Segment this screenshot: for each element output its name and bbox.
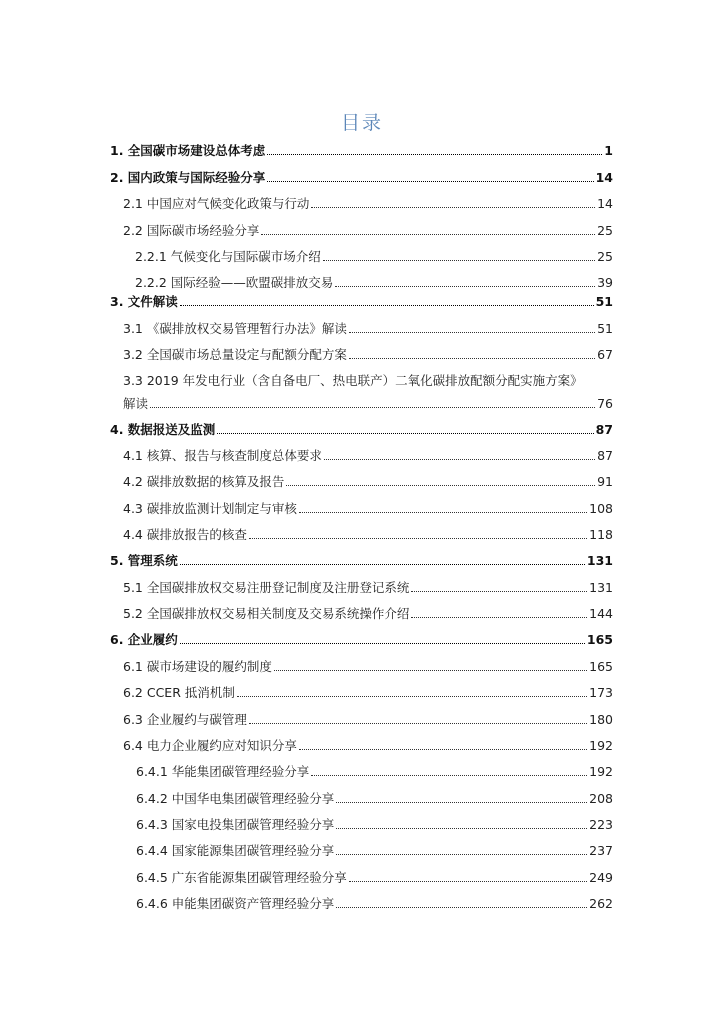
dot-leader [349,357,595,359]
toc-entry-page: 131 [586,553,613,568]
toc-entry-label-line1: 3.3 2019 年发电行业（含自备电厂、热电联产）二氧化碳排放配额分配实施方案》 [123,373,583,388]
toc-entry-label: 3. 文件解读 [110,294,178,309]
toc-entry-label: 解读 [123,396,149,411]
dot-leader [323,259,595,261]
toc-entry-page: 91 [597,474,613,489]
toc-entry-label: 2.2.2 国际经验——欧盟碳排放交易 [135,275,334,290]
dot-leader [150,406,595,408]
dot-leader [180,304,594,306]
toc-entry-page: 223 [589,817,613,832]
toc-entry-label: 3.1 《碳排放权交易管理暂行办法》解读 [123,321,347,336]
dot-leader [324,458,595,460]
toc-entry-page: 51 [597,321,613,336]
dot-leader [217,432,593,434]
toc-entry-label: 6.4.2 中国华电集团碳管理经验分享 [136,791,335,806]
toc-entry-page: 192 [589,738,613,753]
toc-entry-label: 2.2.1 气候变化与国际碳市场介绍 [135,249,321,264]
toc-entry-page: 118 [589,527,613,542]
toc-entry-label: 4.4 碳排放报告的核查 [123,527,247,542]
toc-entry-page: 76 [597,396,613,411]
toc-entry-label: 4.2 碳排放数据的核算及报告 [123,474,285,489]
dot-leader [180,642,585,644]
toc-entry-label: 5.1 全国碳排放权交易注册登记制度及注册登记系统 [123,580,410,595]
dot-leader [267,153,602,155]
dot-leader [286,484,595,486]
toc-entry-page: 180 [589,712,613,727]
toc-entry-page: 237 [589,843,613,858]
toc-entry-label: 6.3 企业履约与碳管理 [123,712,247,727]
dot-leader [249,722,587,724]
toc-entry-page: 25 [597,223,613,238]
dot-leader [335,285,595,287]
toc-entry-page: 14 [597,196,613,211]
toc-entry-page: 165 [589,659,613,674]
toc-entry-label: 2. 国内政策与国际经验分享 [110,170,266,185]
dot-leader [336,853,587,855]
dot-leader [411,616,587,618]
toc-entry-label: 3.2 全国碳市场总量设定与配额分配方案 [123,347,347,362]
toc-entry-label: 2.1 中国应对气候变化政策与行动 [123,196,310,211]
dot-leader [299,511,587,513]
dot-leader [411,590,587,592]
toc-entry-label: 1. 全国碳市场建设总体考虑 [110,143,266,158]
toc-entry-page: 51 [595,294,613,309]
dot-leader [180,563,585,565]
dot-leader [237,695,587,697]
dot-leader [311,206,595,208]
toc-entry-label: 4. 数据报送及监测 [110,422,216,437]
toc-entry-page: 131 [589,580,613,595]
toc-entry-page: 1 [604,143,613,158]
toc-entry-page: 144 [589,606,613,621]
dot-leader [261,233,595,235]
toc-entry-page: 87 [597,448,613,463]
toc-entry-label: 6.4.4 国家能源集团碳管理经验分享 [136,843,335,858]
dot-leader [249,537,587,539]
dot-leader [336,827,587,829]
dot-leader [349,331,595,333]
page-title: 目录 [340,112,383,134]
toc-entry-page: 249 [589,870,613,885]
dot-leader [274,669,587,671]
dot-leader [349,880,587,882]
toc-entry-page: 173 [589,685,613,700]
toc-entry-label: 6.4.1 华能集团碳管理经验分享 [136,764,310,779]
toc-entry-page: 262 [589,896,613,911]
dot-leader [267,180,593,182]
toc-entry-page: 14 [595,170,613,185]
toc-entry-page: 87 [595,422,613,437]
toc-entry-label: 4.3 碳排放监测计划制定与审核 [123,501,297,516]
dot-leader [311,774,587,776]
dot-leader [299,748,587,750]
dot-leader [336,906,587,908]
toc-entry-page: 108 [589,501,613,516]
toc-entry-page: 39 [597,275,613,290]
toc-entry-label: 6.4.3 国家电投集团碳管理经验分享 [136,817,335,832]
toc-entry-label: 6.4.5 广东省能源集团碳管理经验分享 [136,870,347,885]
toc-entry-page: 208 [589,791,613,806]
toc-entry-label: 6.4 电力企业履约应对知识分享 [123,738,297,753]
dot-leader [336,801,587,803]
toc-entry-page: 25 [597,249,613,264]
toc-entry-label: 6.2 CCER 抵消机制 [123,685,235,700]
toc-entry-page: 165 [586,632,613,647]
toc-entry-label: 6. 企业履约 [110,632,178,647]
toc-entry-label: 6.1 碳市场建设的履约制度 [123,659,272,674]
toc-entry-label: 5. 管理系统 [110,553,178,568]
toc-entry-label: 5.2 全国碳排放权交易相关制度及交易系统操作介绍 [123,606,410,621]
toc-entry-page: 67 [597,347,613,362]
toc-entry-page: 192 [589,764,613,779]
toc-entry-label: 4.1 核算、报告与核查制度总体要求 [123,448,322,463]
toc-entry-label: 2.2 国际碳市场经验分享 [123,223,260,238]
toc-entry-label: 6.4.6 申能集团碳资产管理经验分享 [136,896,335,911]
